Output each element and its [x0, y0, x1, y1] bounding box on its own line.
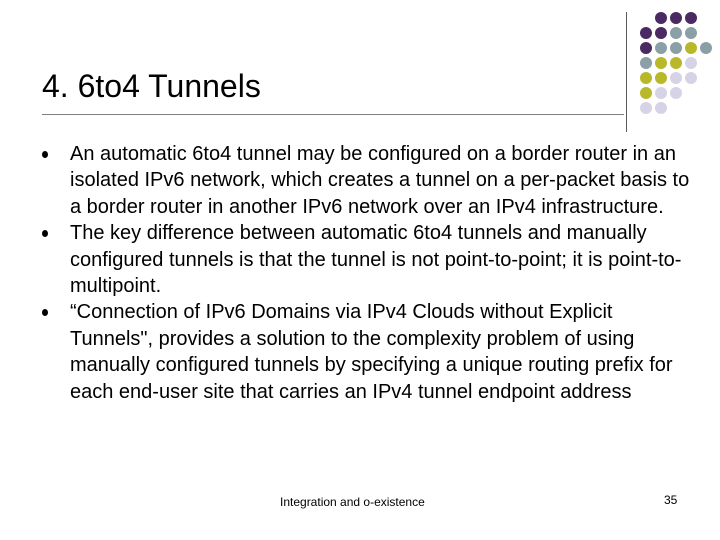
- decorative-dot: [640, 42, 652, 54]
- decorative-dot: [670, 72, 682, 84]
- decorative-dot: [655, 102, 667, 114]
- decorative-dot: [670, 42, 682, 54]
- decorative-dot: [670, 12, 682, 24]
- decorative-dot: [655, 12, 667, 24]
- bullet-dot-icon: [42, 230, 48, 237]
- vertical-divider: [626, 12, 627, 132]
- bullet-text: An automatic 6to4 tunnel may be configured on a border router in an isolated IPv6 network, which creates a tunnel on a per-packet basis to a border router in another IPv6 network over an IPv4 infrastructure.: [70, 143, 690, 218]
- slide-title: 4. 6to4 Tunnels: [42, 68, 261, 104]
- title-underline: [42, 114, 624, 115]
- decorative-dot: [655, 57, 667, 69]
- decorative-dot: [655, 27, 667, 39]
- decorative-dot: [685, 12, 697, 24]
- bullet-list: [40, 141, 700, 405]
- bullet-item: [40, 220, 700, 299]
- decorative-dot: [685, 27, 697, 39]
- bullet-dot-icon: [42, 151, 48, 158]
- decorative-dot: [670, 27, 682, 39]
- bullet-item: [40, 299, 700, 405]
- decorative-dot: [670, 87, 682, 99]
- decorative-dot: [640, 87, 652, 99]
- decorative-dot: [655, 72, 667, 84]
- bullet-text: “Connection of IPv6 Domains via IPv4 Clouds without Explicit Tunnels", provides a solution to the complexity problem of using manually configured tunnels by specifying a unique routing prefix for each end-user site that carries an IPv4 tunnel endpoint address: [70, 301, 673, 403]
- decorative-dot: [655, 42, 667, 54]
- page-number: 35: [664, 493, 678, 507]
- decorative-dot: [640, 72, 652, 84]
- footer-text: Integration and o-existence: [280, 495, 425, 509]
- decorative-dot: [685, 72, 697, 84]
- decorative-dot: [655, 87, 667, 99]
- bullet-dot-icon: [42, 309, 48, 316]
- decorative-dot: [685, 42, 697, 54]
- bullet-text: The key difference between automatic 6to4 tunnels and manually configured tunnels is that the tunnel is not point-to-point; it is point-to-multipoint.: [70, 222, 682, 298]
- decorative-dot: [670, 57, 682, 69]
- decorative-dot: [700, 42, 712, 54]
- decorative-dot: [640, 27, 652, 39]
- bullet-item: [40, 141, 700, 220]
- decorative-dot: [685, 57, 697, 69]
- decorative-dot: [640, 102, 652, 114]
- decorative-dot: [640, 57, 652, 69]
